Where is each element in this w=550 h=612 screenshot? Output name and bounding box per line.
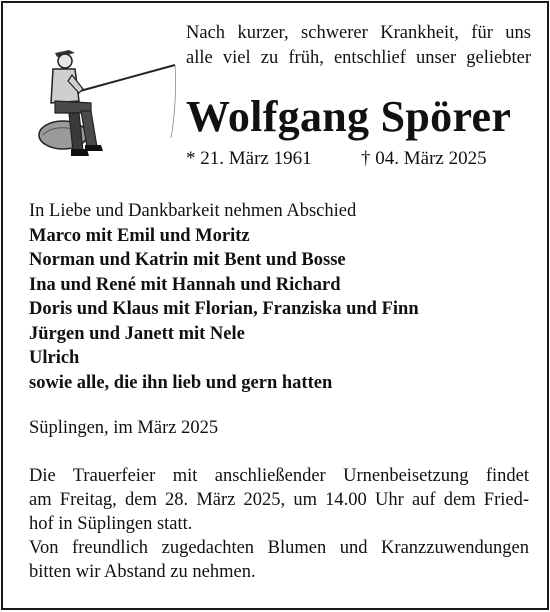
- life-dates: [186, 148, 487, 170]
- mourner-line: Marco mit Emil und Moritz: [29, 225, 250, 246]
- mourner-line: sowie alle, die ihn lieb und gern hatten: [29, 372, 333, 393]
- deceased-name: Wolfgang Spörer: [186, 92, 512, 141]
- funeral-info: [29, 464, 529, 584]
- mourner-line: Ina und René mit Hannah und Richard: [29, 274, 341, 295]
- funeral-line: Von freundlich zugedachten Blumen und Kranzzuwendungen: [29, 538, 529, 558]
- mourner-line: Jürgen und Janett mit Nele: [29, 323, 245, 344]
- mourners-lead: In Liebe und Dankbarkeit nehmen Abschied: [29, 201, 357, 221]
- mourners-list: [29, 199, 529, 395]
- funeral-line: bitten wir Abstand zu nehmen.: [29, 562, 256, 582]
- place-date: Süplingen, im März 2025: [29, 418, 219, 438]
- funeral-line: hof in Süplingen statt.: [29, 514, 193, 534]
- death-date: † 04. März 2025: [361, 148, 487, 169]
- mourner-line: Doris und Klaus mit Florian, Franziska und Finn: [29, 299, 419, 319]
- funeral-line: Die Trauerfeier mit anschließender Urnenbeisetzung findet: [29, 466, 529, 486]
- fisherman-icon: [25, 43, 185, 168]
- obituary-notice: [1, 1, 549, 610]
- birth-date: * 21. März 1961: [186, 148, 312, 169]
- intro-line: Nach kurzer, schwerer Krankheit, für uns: [186, 23, 531, 43]
- intro-line: alle viel zu früh, entschlief unser geliebter: [186, 48, 531, 68]
- mourner-line: Ulrich: [29, 348, 80, 368]
- mourner-line: Norman und Katrin mit Bent und Bosse: [29, 250, 346, 270]
- funeral-line: am Freitag, dem 28. März 2025, um 14.00 Uhr auf dem Fried-: [29, 490, 529, 510]
- intro-text: [186, 21, 531, 71]
